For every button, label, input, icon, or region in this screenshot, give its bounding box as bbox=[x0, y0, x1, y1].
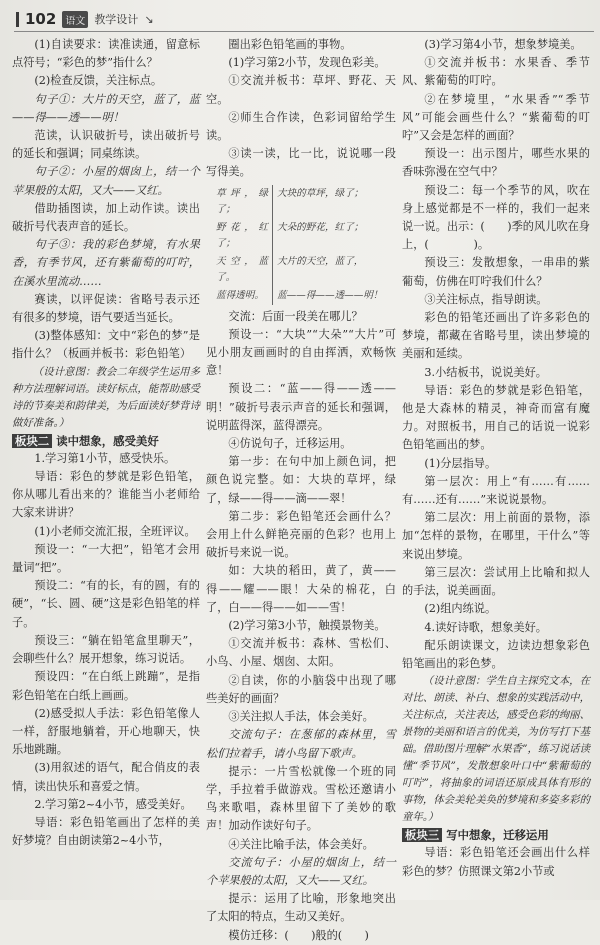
plain-version-cell: 天空，蓝了。 bbox=[212, 253, 273, 287]
paragraph: ②自读，你的小脑袋中出现了哪些美好的画面？ bbox=[206, 673, 396, 705]
paragraph: (1)自读要求：读准读通，留意标点符号；“彩色的梦”指什么？ bbox=[12, 38, 200, 70]
paragraph: (1)分层指导。 bbox=[424, 456, 497, 470]
paragraph: 预设四：“在白纸上跳蹦”，是指彩色铅笔在白纸上画画。 bbox=[12, 670, 200, 702]
rich-version-cell: 大片的天空，蓝了， bbox=[277, 255, 364, 267]
paragraph: 预设三：“躺在铅笔盒里聊天”，会聊些什么？展开想象，练习说话。 bbox=[12, 633, 200, 666]
design-note: （设计意图：教会二年级学生运用多种方法理解词语。读好标点，能帮助感受诗的节奏美和韵律美，为后面读好梦背诗做好准备。） bbox=[12, 365, 200, 429]
comparison-row bbox=[212, 253, 391, 287]
paragraph: 模仿迁移：( )般的( ) bbox=[228, 928, 369, 942]
paragraph: (3)用叙述的语气，配合俏皮的表情，读出快乐和喜爱之情。 bbox=[12, 761, 200, 793]
paragraph: ①交流并板书：森林、雪松们、小鸟、小屋、烟囱、太阳。 bbox=[206, 637, 396, 669]
paragraph: 导语：彩色的梦就是彩色铅笔，他是大森林的精灵，神奇而富有魔力。对照板书，用自己的话说一说彩色铅笔画出的梦。 bbox=[402, 383, 590, 452]
paragraph: 第一步：在句中加上颜色词，把颜色说完整。如：大块的草坪，绿了，绿——得——滴——翠！ bbox=[206, 455, 396, 505]
paragraph: (2)组内练说。 bbox=[424, 602, 497, 616]
section-title: 写中想象，迁移运用 bbox=[446, 828, 549, 843]
paragraph: 预设一：出示图片，哪些水果的香味弥漫在空气中？ bbox=[402, 147, 590, 179]
section-heading bbox=[12, 432, 200, 450]
paragraph: 第三层次：尝试用上比喻和拟人的手法，说美画面。 bbox=[402, 565, 590, 598]
comparison-row bbox=[212, 185, 391, 219]
paragraph: 圈出彩色铅笔画的事物。 bbox=[228, 38, 352, 51]
paragraph: ③读一读，比一比，说说哪一段写得美。 bbox=[206, 147, 396, 179]
paragraph: (1)小老师交流汇报，全班评议。 bbox=[34, 524, 196, 538]
paragraph: 预设二：每一个季节的风，吹在身上感觉都是不一样的，我们一起来说一说。出示：( )季的风儿吹在身上，( )。 bbox=[402, 183, 590, 252]
section-heading bbox=[402, 826, 590, 844]
plain-version-cell: 蓝得透明。 bbox=[212, 287, 273, 305]
paragraph: (2)检查反馈，关注标点。 bbox=[34, 74, 163, 88]
paragraph: ①交流并板书：草坪、野花、天空。 bbox=[206, 74, 396, 106]
plain-version-cell: 草坪，绿了； bbox=[212, 185, 273, 219]
paragraph: 第二层次：用上前面的景物，添加“怎样的景物，在哪里，干什么”等来说出梦境。 bbox=[402, 511, 590, 561]
paragraph: 预设二：“有的长，有的圆，有的硬”，“长、圆、硬”这是彩色铅笔的样子。 bbox=[12, 579, 200, 629]
comparison-row bbox=[212, 219, 391, 253]
paragraph: 导语：彩色的梦就是彩色铅笔，你从哪儿看出来的？谁能当小老师给大家来讲讲？ bbox=[12, 470, 200, 520]
paragraph: ③关注拟人手法，体会美好。 bbox=[228, 710, 374, 724]
paragraph: 第二步：彩色铅笔还会画什么？会用上什么鲜艳亮丽的色彩？也用上破折号来说一说。 bbox=[206, 509, 396, 560]
rich-version-cell: 蓝——得——透——明！ bbox=[277, 289, 383, 301]
paragraph: ①交流并板书：水果香、季节风、紫葡萄的叮咛。 bbox=[402, 56, 590, 88]
paragraph: 预设三：发散想象，一串串的紫葡萄，仿佛在叮咛我们什么？ bbox=[402, 256, 590, 288]
paragraph: 提示：运用了比喻，形象地突出了太阳的特点，生动又美好。 bbox=[206, 892, 396, 924]
column-right bbox=[402, 36, 590, 900]
paragraph: 配乐朗读课文，边读边想象彩色铅笔画出的彩色梦。 bbox=[402, 638, 590, 670]
paragraph: (1)学习第2小节，发现色彩美。 bbox=[228, 56, 386, 70]
paragraph: (2)感受拟人手法：彩色铅笔像人一样，舒服地躺着，开心地聊天，快乐地跳蹦。 bbox=[12, 706, 200, 757]
header-title: 教学设计 bbox=[94, 13, 139, 26]
paragraph: 2.学习第2~4小节，感受美好。 bbox=[34, 797, 192, 811]
quoted-sentence: 交流句子：小屋的烟囱上，结一个苹果般的太阳，又大——又红。 bbox=[206, 855, 396, 887]
paragraph: 彩色的铅笔还画出了许多彩色的梦境，都藏在省略号里，读出梦境的美丽和延续。 bbox=[402, 311, 590, 361]
paragraph: 4.读好诗歌，想象美好。 bbox=[424, 620, 547, 634]
paragraph: 交流：后面一段美在哪儿？ bbox=[228, 309, 363, 323]
paragraph: 导语：彩色铅笔还会画出什么样彩色的梦？仿照课文第2小节或 bbox=[402, 846, 590, 878]
paragraph: 第一层次：用上“有……有……有……还有……”来说说景物。 bbox=[402, 474, 590, 507]
paragraph: 如：大块的稻田，黄了，黄——得——耀——眼！大朵的棉花，白了，白——得——如——雪！ bbox=[206, 564, 396, 614]
subject-badge: 语文 bbox=[62, 11, 88, 28]
paragraph: ②师生合作读，色彩词留给学生读。 bbox=[206, 110, 396, 143]
paragraph: 导语：彩色铅笔画出了怎样的美好梦境？自由朗读第2~4小节， bbox=[12, 815, 200, 848]
paragraph: 赛读，以评促读：省略号表示还有很多的梦境，语气要适当延长。 bbox=[12, 292, 200, 325]
paragraph: (3)整体感知：文中“彩色的梦”是指什么？（板画并板书：彩色铅笔） bbox=[12, 329, 200, 361]
page-number: 102 bbox=[25, 10, 57, 28]
paragraph: 3.小结板书，说说美好。 bbox=[424, 365, 547, 379]
design-note: （设计意图：学生自主探究文本，在对比、朗读、补白、想象的实践活动中，关注标点，关注表达，感受色彩的绚丽、景物的美丽和语言的优美，为仿写打下基础。借助图片理解“水果香”，练习说话读懂“季节风”，发散想象叶口中“紫葡萄的叮咛”，将抽象的词语还原成具体有形的事物，体会美轮美奂的梦境和多姿多彩的童年。） bbox=[402, 675, 590, 824]
paragraph: ③关注标点，指导朗读。 bbox=[424, 292, 548, 306]
rich-version-cell: 大朵的野花，红了； bbox=[277, 221, 364, 233]
paragraph: (2)学习第3小节，触摸景物美。 bbox=[228, 619, 386, 633]
paragraph: (3)学习第4小节，想象梦境美。 bbox=[424, 38, 582, 51]
quoted-sentence: 句子③：我的彩色梦境，有水果香，有季节风，还有紫葡萄的叮咛，在溪水里流动…… bbox=[12, 238, 200, 288]
paragraph: 借助插图读，加上动作读。读出破折号代表声音的延长。 bbox=[12, 201, 200, 234]
quoted-sentence: 交流句子：在葱郁的森林里，雪松们拉着手，请小鸟留下歌声。 bbox=[206, 728, 396, 760]
paragraph: 提示：一片雪松就像一个班的同学，手拉着手做游戏。雪松还邀请小鸟来歌唱，森林里留下了美妙的歌声！加动作读好句子。 bbox=[206, 764, 396, 833]
paragraph: 预设一：“大块”“大朵”“大片”可见小朋友画画时的自由挥洒，欢畅恢意！ bbox=[206, 327, 396, 378]
paragraph: ④关注比喻手法，体会美好。 bbox=[228, 837, 374, 851]
comparison-table bbox=[212, 185, 391, 305]
plain-version-cell: 野花，红了； bbox=[212, 219, 273, 253]
paragraph: ④仿说句子，迁移运用。 bbox=[228, 437, 352, 451]
rich-version-cell: 大块的草坪，绿了； bbox=[277, 187, 364, 199]
section-tag: 板块二 bbox=[12, 434, 52, 448]
paragraph: 1.学习第1小节，感受快乐。 bbox=[34, 451, 176, 465]
header-bar bbox=[16, 12, 19, 27]
header-arrow-icon: ↘ bbox=[144, 12, 154, 26]
header-rule bbox=[14, 31, 594, 32]
paragraph: 预设二：“蓝——得——透——明！”破折号表示声音的延长和强调，说明蓝得深，蓝得漂亮。 bbox=[206, 382, 396, 432]
page-header bbox=[16, 8, 154, 30]
column-left bbox=[12, 36, 200, 900]
comparison-row bbox=[212, 287, 391, 305]
paragraph: 预设一：“一大把”，铅笔才会用量词“把”。 bbox=[12, 542, 200, 575]
quoted-sentence: 句子②：小屋的烟囱上，结一个苹果般的太阳，又大——又红。 bbox=[12, 165, 200, 197]
paragraph: ②在梦境里，“水果香”“季节风”可能会画些什么？“紫葡萄的叮咛”又会是怎样的画面？ bbox=[402, 92, 590, 143]
paragraph: 范读，认识破折号，读出破折号的延长和强调；同桌练读。 bbox=[12, 129, 200, 161]
section-title: 读中想象，感受美好 bbox=[56, 433, 159, 448]
section-tag: 板块三 bbox=[402, 828, 442, 842]
quoted-sentence: 句子①：大片的天空，蓝了，蓝——得——透——明！ bbox=[12, 92, 200, 124]
column-middle bbox=[206, 36, 396, 942]
